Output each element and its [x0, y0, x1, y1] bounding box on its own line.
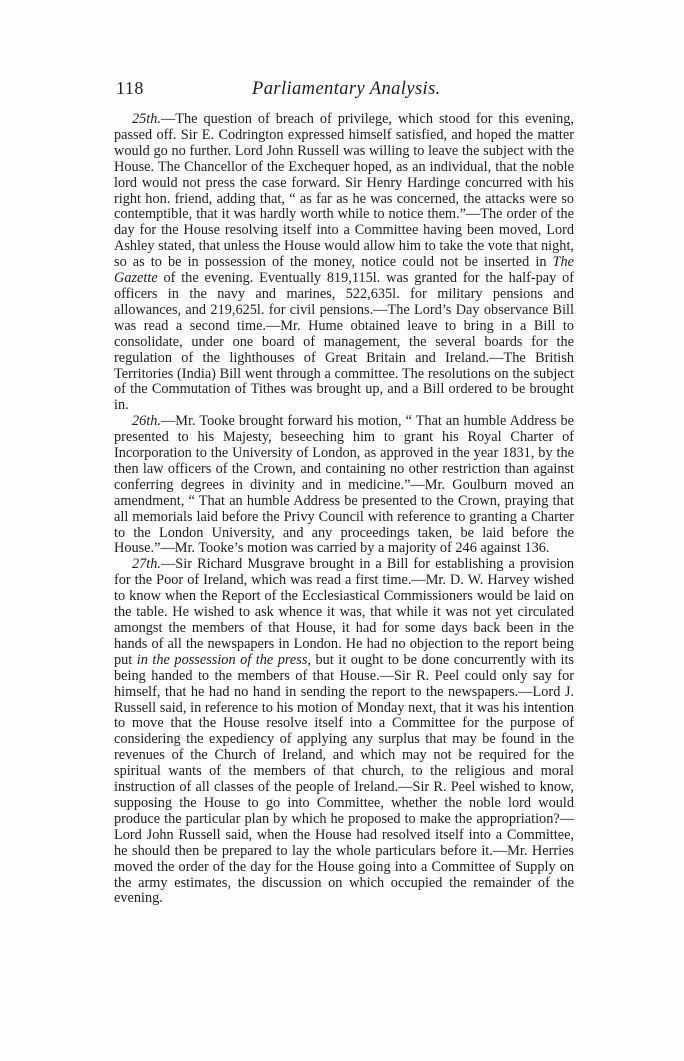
italic-phrase: in the possession of the press	[136, 651, 308, 668]
paragraph-27th	[114, 557, 574, 907]
paragraph-date: 25th.	[132, 111, 161, 127]
paragraph-text: of the evening. Eventually 819,115l. was granted for the half-pay of officers in the navy and marines, 522,635l. for military pensions and allowances, and 219,625l. for civil pensions.—The Lord’s Day observance Bill was read a second time.—Mr. Hume obtained leave to bring in a Bill to consolidate, under one board of management, the several boards for the regulation of the lighthouses of Great Britain and Ireland.—The British Territories (India) Bill went through a committee. The resolutions on the subject of the Commutation of Tithes was brought up, and a Bill ordered to be brought in.	[114, 270, 574, 414]
paragraph-25th	[114, 112, 574, 414]
paragraph-text: —The question of breach of privilege, which stood for this evening, passed off. Sir E. Codrington expressed himself satisfied, and hoped the matter would go no further. Lord John Russell was willing to leave the subject with the House. The Chancellor of the Exchequer hoped, as an individual, that the noble lord would not press the case forward. Sir Henry Hardinge concurred with his right hon. friend, adding that, “ as far as he was concerned, the attacks were so contemptible, that it was hardly worth while to notice them.”—The order of the day for the House resolving itself into a Committee having been moved, Lord Ashley stated, that unless the House would allow him to take the vote that night, so as to be in possession of the money, notice could not be inserted in	[114, 111, 574, 271]
running-title: Parliamentary Analysis.	[252, 79, 441, 99]
paragraph-text: —Sir Richard Musgrave brought in a Bill for establishing a provision for the Poor of Ireland, which was read a first time.—Mr. D. W. Harvey wished to know when the Report of the Ecclesiastical Commissioners would be laid on the table. He wished to ask whence it was, that while it was not yet circulated amongst the members of that House, it had for some days back been in the hands of all the newspapers in London. He had no objection to the report being put	[114, 556, 574, 668]
page-number: 118	[116, 78, 144, 98]
body-text	[114, 112, 574, 907]
paragraph-date: 27th.	[132, 556, 161, 573]
paragraph-26th	[114, 414, 574, 557]
gazette-title: The Gazette	[114, 254, 574, 287]
paragraph-text: , but it ought to be done concurrently with its being handed to the members of that House.—Sir R. Peel could only say for himself, that he had no hand in sending the report to the newspapers.—Lord J. Russell said, in reference to his motion of Monday next, that it was his intention to move that the House resolve itself into a Committee for the purpose of considering the expediency of applying any surplus that may be found in the revenues of the Church of Ireland, and which may not be required for the spiritual wants of the members of that church, to the religious and moral instruction of all classes of the people of Ireland.—Sir R. Peel wished to know, supposing the House to go into Committee, whether the noble lord would produce the particular plan by which he proposed to make the appropriation?—Lord John Russell said, when the House had resolved itself into a Committee, he should then be prepared to lay the whole particulars before it.—Mr. Herries moved the order of the day for the House going into a Committee of Supply on the army estimates, the discussion on which occupied the remainder of the evening.	[114, 651, 574, 907]
running-head	[116, 78, 576, 100]
paragraph-text: —Mr. Tooke brought forward his motion, “ That an humble Address be presented to his Majesty, beseeching him to grant his Royal Charter of Incorporation to the University of London, as approved in the year 1831, by the then law officers of the Crown, and containing no other restriction than against conferring degrees in divinity and in medicine.”—Mr. Goulburn moved an amendment, “ That an humble Address be presented to the Crown, praying that all memorials laid before the Privy Council with reference to granting a Charter to the London University, and any proceedings taken, be laid before the House.”—Mr. Tooke’s motion was carried by a majority of 246 against 136.	[114, 413, 574, 557]
paragraph-date: 26th.	[132, 413, 161, 430]
